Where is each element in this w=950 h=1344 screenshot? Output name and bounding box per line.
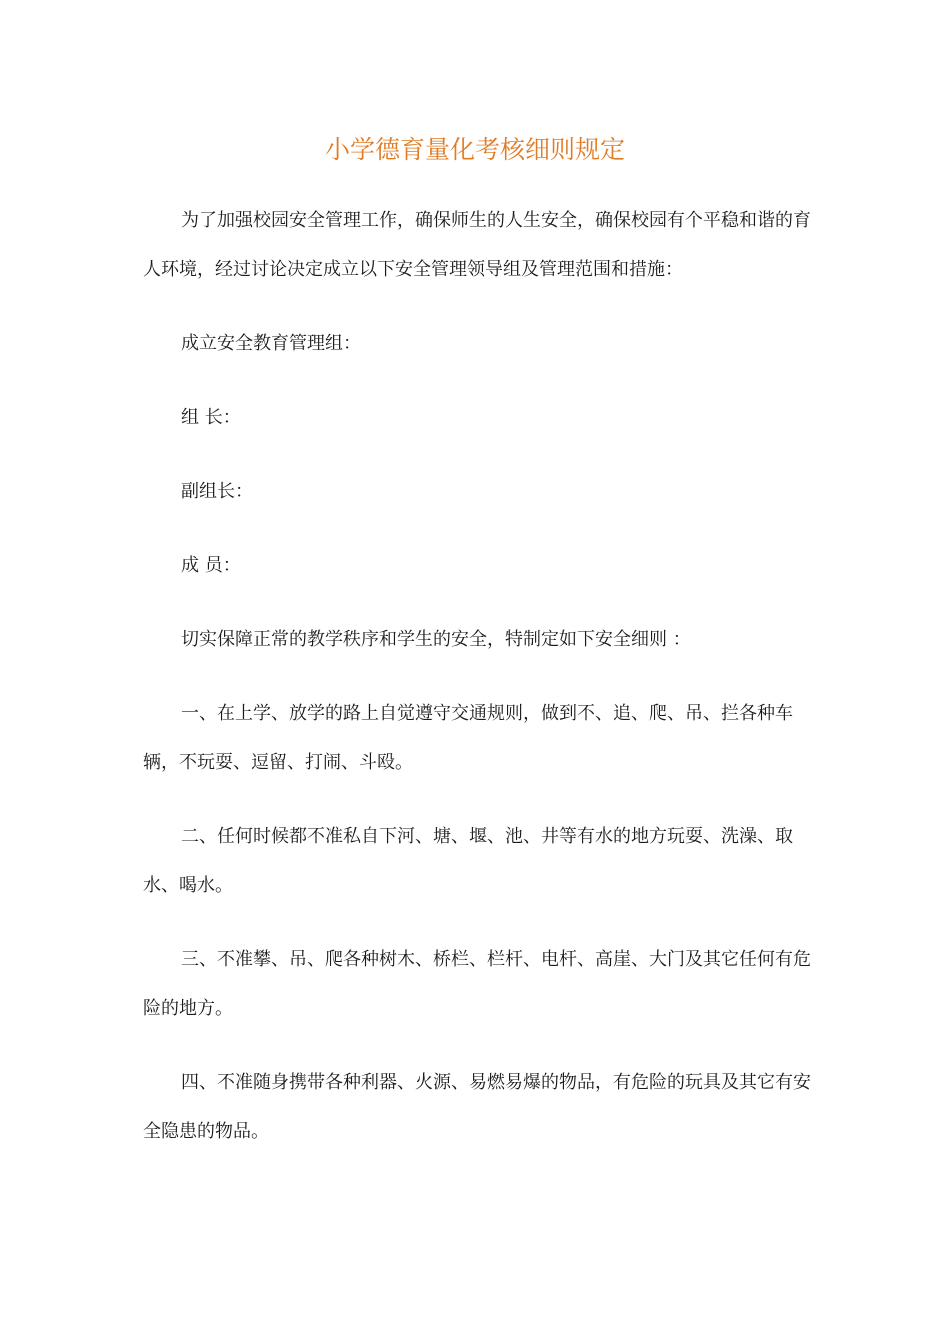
deputy-leader-line: 副组长： <box>181 481 253 502</box>
document-body <box>143 196 811 1181</box>
rule-item-2: 二、任何时候都不准私自下河、塘、堰、池、井等有水的地方玩耍、洗澡、取水、喝水。 <box>143 826 793 896</box>
document-title: 小学德育量化考核细则规定 <box>324 135 625 164</box>
members-line: 成 员： <box>181 555 241 576</box>
rule-item-3: 三、不准攀、吊、爬各种树木、桥栏、栏杆、电杆、高崖、大门及其它任何有危险的地方。 <box>143 949 811 1019</box>
group-leader-line: 组 长： <box>181 407 241 428</box>
intro-paragraph: 为了加强校园安全管理工作，确保师生的人生安全，确保校园有个平稳和谐的育人环境，经过讨论决定成立以下安全管理领导组及管理范围和措施： <box>143 210 811 280</box>
group-heading: 成立安全教育管理组： <box>181 333 361 354</box>
rule-item-4: 四、不准随身携带各种利器、火源、易燃易爆的物品，有危险的玩具及其它有安全隐患的物品。 <box>143 1072 811 1142</box>
rule-item-1: 一、在上学、放学的路上自觉遵守交通规则，做到不、追、爬、吊、拦各种车辆，不玩耍、逗留、打闹、斗殴。 <box>143 703 793 773</box>
rules-intro-paragraph: 切实保障正常的教学秩序和学生的安全，特制定如下安全细则 ： <box>181 629 691 650</box>
